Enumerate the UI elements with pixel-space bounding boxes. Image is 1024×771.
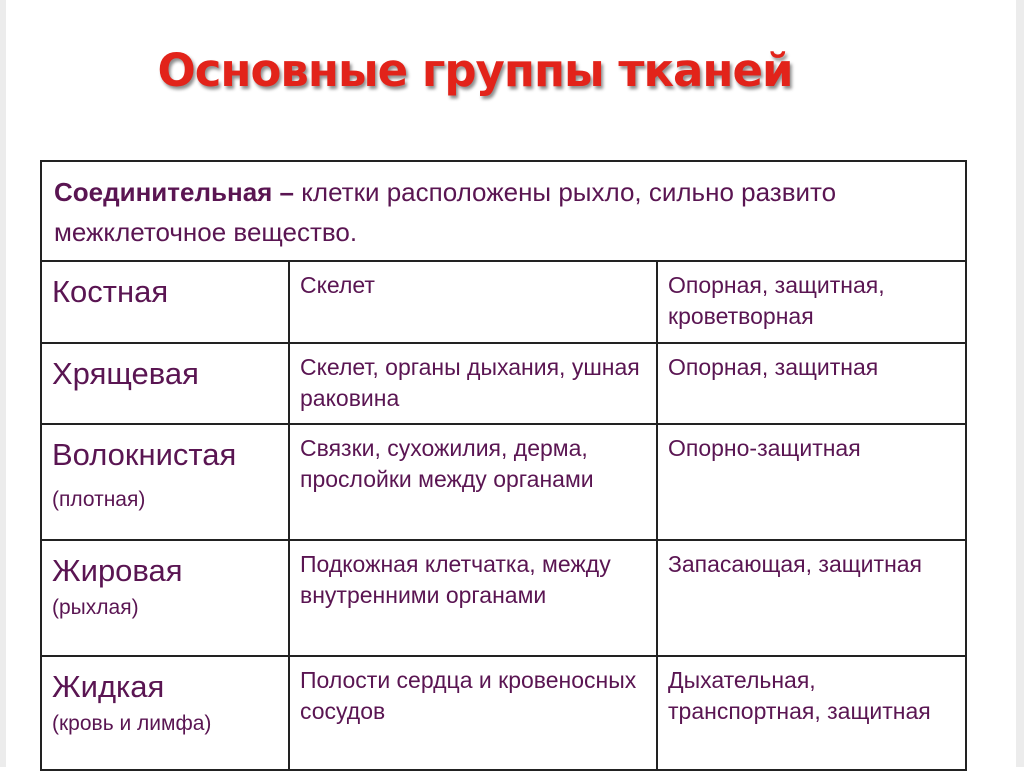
tissue-name-cell: [41, 424, 289, 540]
table-row: [41, 656, 966, 770]
tissue-function: Опорно-защитная: [657, 424, 966, 540]
tissue-location: Полости сердца и кровеносных сосудов: [289, 656, 657, 770]
table-row: [41, 343, 966, 424]
tissue-name: Жидкая: [52, 669, 165, 704]
tissue-function: Опорная, защитная: [657, 343, 966, 424]
tissue-subtype: (кровь и лимфа): [52, 712, 212, 735]
tissue-function: Опорная, защитная, кроветворная: [657, 261, 966, 343]
tissue-name: Костная: [52, 274, 169, 309]
tissue-function: Запасающая, защитная: [657, 540, 966, 656]
tissue-subtype: (рыхлая): [52, 596, 139, 619]
tissue-name-cell: [41, 540, 289, 656]
tissue-name: Жировая: [52, 553, 183, 588]
header-text: клетки расположены рыхло, сильно развито межклеточное вещество.: [54, 177, 837, 247]
tissue-function: Дыхательная, транспортная, защитная: [657, 656, 966, 770]
tissue-subtype: (плотная): [52, 488, 146, 511]
tissue-table: [40, 160, 967, 771]
header-bold: Соединительная –: [54, 177, 295, 207]
slide-frame-left: [0, 0, 6, 767]
table-header-row: [41, 161, 966, 261]
tissue-name-cell: [41, 343, 289, 424]
table-row: [41, 424, 966, 540]
tissue-name: Хрящевая: [52, 356, 199, 391]
tissue-name: Волокнистая: [52, 437, 237, 472]
tissue-name-cell: [41, 656, 289, 770]
tissue-name-cell: [41, 261, 289, 343]
tissue-location: Скелет, органы дыхания, ушная раковина: [289, 343, 657, 424]
tissue-location: Скелет: [289, 261, 657, 343]
slide-frame-right: [1016, 0, 1024, 767]
tissue-location: Подкожная клетчатка, между внутренними органами: [289, 540, 657, 656]
tissue-location: Связки, сухожилия, дерма, прослойки между органами: [289, 424, 657, 540]
table-row: [41, 261, 966, 343]
table-row: [41, 540, 966, 656]
page-title: Основные группы тканей: [157, 44, 793, 97]
header-cell: [41, 161, 966, 261]
